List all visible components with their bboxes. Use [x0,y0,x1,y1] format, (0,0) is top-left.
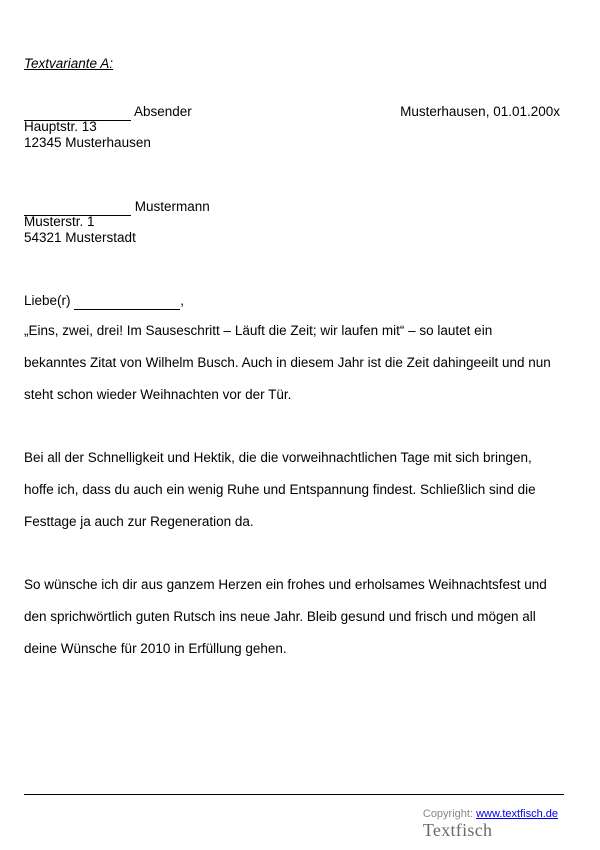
paragraph-line: den sprichwörtlich guten Rutsch ins neue Jahr. Bleib gesund und frisch und mögen all [24,609,536,624]
recipient-street: Musterstr. 1 [24,214,95,229]
salutation-prefix: Liebe(r) [24,293,71,308]
recipient-city: 54321 Musterstadt [24,230,136,245]
sender-street: Hauptstr. 13 [24,119,97,134]
paragraph-line: So wünsche ich dir aus ganzem Herzen ein frohes und erholsames Weihnachtsfest und [24,577,547,592]
salutation-blank [74,293,180,310]
salutation [24,293,184,310]
paragraph-line: steht schon wieder Weihnachten vor der Tür. [24,387,292,402]
paragraph-line: bekanntes Zitat von Wilhelm Busch. Auch in diesem Jahr ist die Zeit dahingeeilt und nun [24,355,551,370]
paragraph-1 [24,315,576,411]
paragraph-3 [24,569,576,665]
textfisch-logo: Textfisch [422,820,493,840]
sender-name-suffix: Absender [134,104,192,119]
copyright-link[interactable]: www.textfisch.de [476,808,558,820]
footer-divider [24,794,564,795]
paragraph-line: hoffe ich, dass du auch ein wenig Ruhe und Entspannung findest. Schließlich sind die [24,482,536,497]
sender-city: 12345 Musterhausen [24,135,151,150]
paragraph-line: „Eins, zwei, drei! Im Sauseschritt – Läuft die Zeit; wir laufen mit“ – so lautet ein [24,323,493,338]
recipient-name-suffix: Mustermann [134,199,210,214]
paragraph-line: deine Wünsche für 2010 in Erfüllung gehen. [24,641,287,656]
paragraph-line: Festtage ja auch zur Regeneration da. [24,514,254,529]
variant-label: Textvariante A: [24,56,114,71]
paragraph-2 [24,442,576,538]
paragraph-line: Bei all der Schnelligkeit und Hektik, die die vorweihnachtlichen Tage mit sich bringen, [24,450,532,465]
copyright-label: Copyright: [422,808,474,820]
footer [423,808,558,841]
salutation-suffix: , [180,293,185,308]
place-date: Musterhausen, 01.01.200x [400,104,560,119]
